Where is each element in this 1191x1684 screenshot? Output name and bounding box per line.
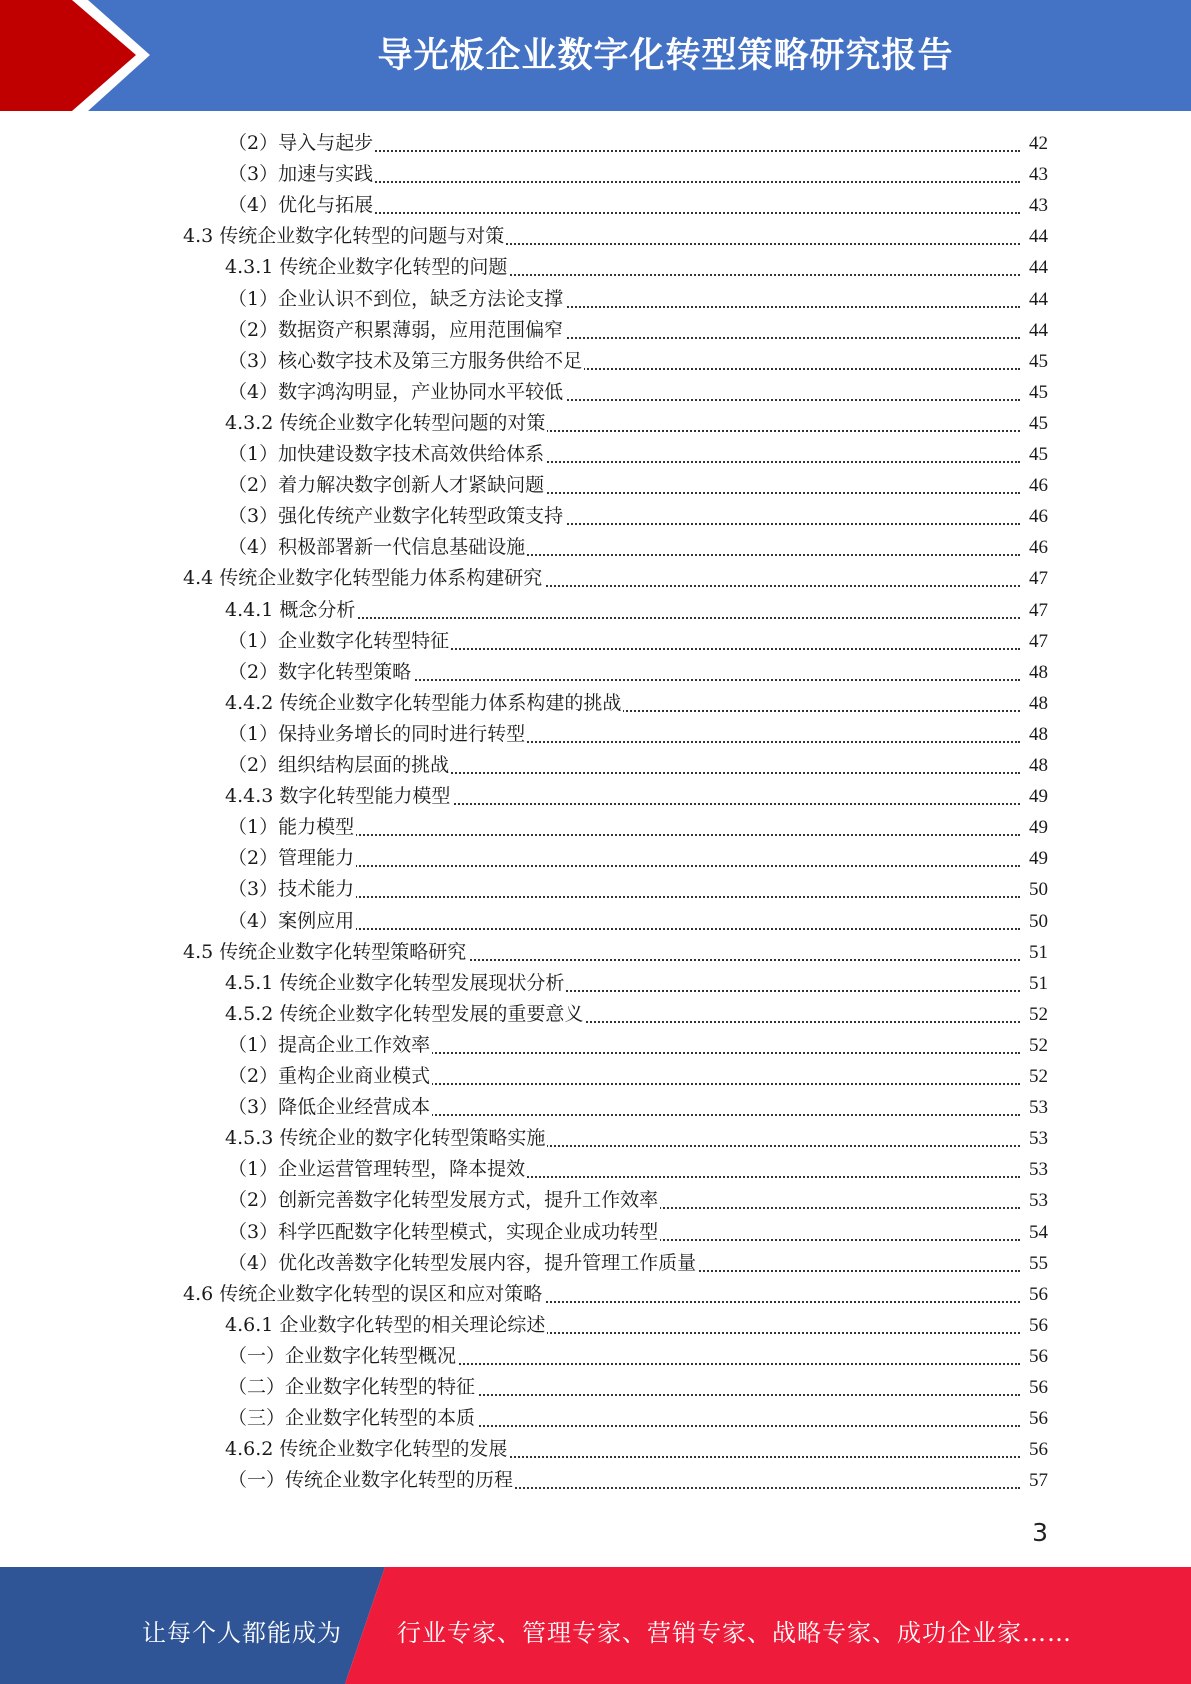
toc-entry-title: （2）数字化转型策略 bbox=[228, 660, 412, 683]
toc-entry-page: 46 bbox=[1027, 532, 1048, 563]
toc-entry[interactable] bbox=[228, 1372, 1048, 1403]
toc-entry-page: 48 bbox=[1027, 657, 1048, 688]
toc-entry[interactable] bbox=[228, 128, 1048, 159]
report-title: 导光板企业数字化转型策略研究报告 bbox=[377, 36, 954, 76]
toc-entry[interactable] bbox=[183, 1279, 1048, 1310]
toc-entry-page: 56 bbox=[1027, 1403, 1048, 1434]
toc-entry-page: 43 bbox=[1027, 190, 1048, 221]
toc-entry-page: 44 bbox=[1027, 315, 1048, 346]
page-number: 3 bbox=[1032, 1518, 1048, 1547]
toc-entry[interactable] bbox=[228, 159, 1048, 190]
toc-entry-page: 50 bbox=[1027, 874, 1048, 905]
toc-entry-title: （3）核心数字技术及第三方服务供给不足 bbox=[228, 349, 583, 372]
toc-entry-page: 52 bbox=[1027, 1030, 1048, 1061]
toc-entry-title: （1）保持业务增长的同时进行转型 bbox=[228, 722, 526, 745]
toc-entry-title: （2）创新完善数字化转型发展方式，提升工作效率 bbox=[228, 1189, 659, 1212]
toc-entry-title: （1）企业认识不到位，缺乏方法论支撑 bbox=[228, 287, 564, 310]
toc-entry[interactable] bbox=[225, 1123, 1048, 1154]
toc-entry-page: 46 bbox=[1027, 501, 1048, 532]
toc-entry[interactable] bbox=[228, 470, 1048, 501]
toc-entry[interactable] bbox=[228, 1185, 1048, 1216]
toc-entry[interactable] bbox=[225, 999, 1048, 1030]
toc-entry[interactable] bbox=[225, 968, 1048, 999]
toc-entry-page: 50 bbox=[1027, 906, 1048, 937]
toc-entry-title: （二）企业数字化转型的特征 bbox=[228, 1376, 476, 1398]
toc-entry[interactable] bbox=[228, 1248, 1048, 1279]
toc-entry-title: （1）提高企业工作效率 bbox=[228, 1033, 431, 1056]
toc-entry-page: 51 bbox=[1027, 968, 1048, 999]
toc-entry-page: 44 bbox=[1027, 284, 1048, 315]
toc-entry[interactable] bbox=[228, 284, 1048, 315]
toc-entry[interactable] bbox=[228, 750, 1048, 781]
toc-entry-page: 47 bbox=[1027, 563, 1048, 594]
toc-entry-title: （三）企业数字化转型的本质 bbox=[228, 1407, 476, 1430]
toc-entry[interactable] bbox=[183, 937, 1048, 968]
toc-entry-title: （2）组织结构层面的挑战 bbox=[228, 754, 450, 776]
toc-entry[interactable] bbox=[228, 906, 1048, 937]
toc-entry[interactable] bbox=[228, 1061, 1048, 1092]
toc-entry-title: 4.6.1 企业数字化转型的相关理论综述 bbox=[225, 1313, 546, 1336]
toc-entry[interactable] bbox=[228, 190, 1048, 221]
toc-entry[interactable] bbox=[225, 252, 1048, 283]
toc-entry-title: 4.4.3 数字化转型能力模型 bbox=[225, 785, 451, 808]
toc-entry-page: 55 bbox=[1027, 1248, 1048, 1279]
toc-entry[interactable] bbox=[228, 719, 1048, 750]
toc-entry[interactable] bbox=[228, 1217, 1048, 1248]
toc-entry-title: （1）加快建设数字技术高效供给体系 bbox=[228, 443, 545, 465]
footer-band bbox=[0, 1567, 1191, 1684]
toc-entry[interactable] bbox=[228, 439, 1048, 470]
toc-entry-title: 4.3.2 传统企业数字化转型问题的对策 bbox=[225, 411, 546, 434]
toc-entry[interactable] bbox=[228, 812, 1048, 843]
toc-entry-title: （2）着力解决数字创新人才紧缺问题 bbox=[228, 474, 545, 497]
toc-entry[interactable] bbox=[228, 1030, 1048, 1061]
toc-entry[interactable] bbox=[228, 1154, 1048, 1185]
toc-entry-title: 4.3 传统企业数字化转型的问题与对策 bbox=[183, 225, 505, 248]
toc-entry-title: （一）传统企业数字化转型的历程 bbox=[228, 1469, 514, 1492]
toc-entry-page: 56 bbox=[1027, 1310, 1048, 1341]
footer-slogan-right: 行业专家、管理专家、营销专家、战略专家、成功企业家…… bbox=[397, 1619, 1072, 1647]
toc-entry-title: （3）技术能力 bbox=[228, 878, 355, 901]
toc-entry-title: 4.5.3 传统企业的数字化转型策略实施 bbox=[225, 1127, 546, 1150]
toc-entry-page: 53 bbox=[1027, 1185, 1048, 1216]
toc-entry-page: 53 bbox=[1027, 1154, 1048, 1185]
toc-entry[interactable] bbox=[228, 626, 1048, 657]
toc-entry[interactable] bbox=[225, 595, 1048, 626]
toc-entry-page: 47 bbox=[1027, 595, 1048, 626]
toc-entry-page: 48 bbox=[1027, 688, 1048, 719]
toc-entry-page: 52 bbox=[1027, 1061, 1048, 1092]
toc-entry-page: 47 bbox=[1027, 626, 1048, 657]
toc-entry-page: 48 bbox=[1027, 719, 1048, 750]
toc-entry[interactable] bbox=[228, 657, 1048, 688]
toc-entry[interactable] bbox=[228, 1341, 1048, 1372]
toc-entry[interactable] bbox=[228, 874, 1048, 905]
toc-entry-title: （2）导入与起步 bbox=[228, 132, 374, 154]
toc-entry-title: 4.5.2 传统企业数字化转型发展的重要意义 bbox=[225, 1002, 584, 1025]
toc-entry[interactable] bbox=[228, 315, 1048, 346]
toc-entry-title: （3）降低企业经营成本 bbox=[228, 1096, 431, 1119]
toc-entry[interactable] bbox=[183, 221, 1048, 252]
toc-entry-page: 49 bbox=[1027, 812, 1048, 843]
toc-entry-page: 44 bbox=[1027, 252, 1048, 283]
toc-entry-page: 49 bbox=[1027, 781, 1048, 812]
toc-entry[interactable] bbox=[225, 1310, 1048, 1341]
toc-entry-page: 56 bbox=[1027, 1434, 1048, 1465]
toc-entry[interactable] bbox=[228, 377, 1048, 408]
toc-entry-title: （4）案例应用 bbox=[228, 909, 355, 932]
toc-entry-page: 45 bbox=[1027, 346, 1048, 377]
toc-entry-title: （4）数字鸿沟明显，产业协同水平较低 bbox=[228, 380, 564, 403]
toc-entry-page: 46 bbox=[1027, 470, 1048, 501]
toc-entry[interactable] bbox=[225, 781, 1048, 812]
toc-entry-title: 4.5.1 传统企业数字化转型发展现状分析 bbox=[225, 971, 565, 994]
toc-entry-title: （1）能力模型 bbox=[228, 816, 355, 839]
toc-entry-title: （4）积极部署新一代信息基础设施 bbox=[228, 536, 526, 559]
toc-entry[interactable] bbox=[228, 501, 1048, 532]
toc-entry[interactable] bbox=[228, 532, 1048, 563]
toc-entry-page: 52 bbox=[1027, 999, 1048, 1030]
toc-entry-title: （1）企业运营管理转型，降本提效 bbox=[228, 1158, 526, 1181]
toc-entry-page: 54 bbox=[1027, 1217, 1048, 1248]
toc-entry-title: 4.4.2 传统企业数字化转型能力体系构建的挑战 bbox=[225, 691, 622, 714]
toc-entry[interactable] bbox=[183, 563, 1048, 594]
toc-entry-title: （2）重构企业商业模式 bbox=[228, 1065, 431, 1087]
toc-entry-title: （1）企业数字化转型特征 bbox=[228, 629, 450, 652]
toc-entry[interactable] bbox=[228, 346, 1048, 377]
toc-entry-page: 49 bbox=[1027, 843, 1048, 874]
toc-entry-page: 51 bbox=[1027, 937, 1048, 968]
toc-entry[interactable] bbox=[225, 408, 1048, 439]
toc-entry[interactable] bbox=[225, 1434, 1048, 1465]
toc-entry-title: （3）强化传统产业数字化转型政策支持 bbox=[228, 505, 564, 528]
toc-entry-title: 4.4.1 概念分析 bbox=[225, 598, 356, 621]
footer-slogan-left: 让每个人都能成为 bbox=[142, 1619, 342, 1647]
header-band bbox=[0, 0, 1191, 111]
toc-entry-title: 4.4 传统企业数字化转型能力体系构建研究 bbox=[183, 567, 543, 590]
toc-entry[interactable] bbox=[228, 1403, 1048, 1434]
toc-entry-page: 45 bbox=[1027, 408, 1048, 439]
toc-entry-title: （3）加速与实践 bbox=[228, 163, 374, 186]
toc-entry-title: 4.5 传统企业数字化转型策略研究 bbox=[183, 940, 467, 963]
toc-entry-page: 53 bbox=[1027, 1092, 1048, 1123]
toc-entry-page: 43 bbox=[1027, 159, 1048, 190]
toc-entry-title: 4.3.1 传统企业数字化转型的问题 bbox=[225, 256, 508, 279]
toc-entry-page: 45 bbox=[1027, 439, 1048, 470]
toc-entry-title: （4）优化改善数字化转型发展内容，提升管理工作质量 bbox=[228, 1251, 697, 1274]
toc-entry-title: （4）优化与拓展 bbox=[228, 194, 374, 217]
toc-entry-title: （2）数据资产积累薄弱，应用范围偏窄 bbox=[228, 318, 564, 341]
toc-entry-page: 44 bbox=[1027, 221, 1048, 252]
toc-entry-title: （2）管理能力 bbox=[228, 847, 355, 870]
toc-entry-page: 56 bbox=[1027, 1279, 1048, 1310]
toc-entry-title: 4.6 传统企业数字化转型的误区和应对策略 bbox=[183, 1282, 543, 1305]
toc-entry-page: 42 bbox=[1027, 128, 1048, 159]
toc-entry-page: 53 bbox=[1027, 1123, 1048, 1154]
toc-entry-page: 48 bbox=[1027, 750, 1048, 781]
toc-entry-title: （一）企业数字化转型概况 bbox=[228, 1344, 457, 1367]
header-chevron-icon bbox=[0, 0, 150, 111]
toc-entry-page: 56 bbox=[1027, 1341, 1048, 1372]
toc-entry[interactable] bbox=[228, 1465, 1048, 1496]
toc-entry-title: （3）科学匹配数字化转型模式，实现企业成功转型 bbox=[228, 1220, 659, 1243]
toc-entry[interactable] bbox=[228, 843, 1048, 874]
toc-entry-page: 45 bbox=[1027, 377, 1048, 408]
toc-entry[interactable] bbox=[225, 688, 1048, 719]
toc-entry-title: 4.6.2 传统企业数字化转型的发展 bbox=[225, 1438, 508, 1461]
toc-entry[interactable] bbox=[228, 1092, 1048, 1123]
toc-entry-page: 56 bbox=[1027, 1372, 1048, 1403]
toc-entry-page: 57 bbox=[1027, 1465, 1048, 1496]
